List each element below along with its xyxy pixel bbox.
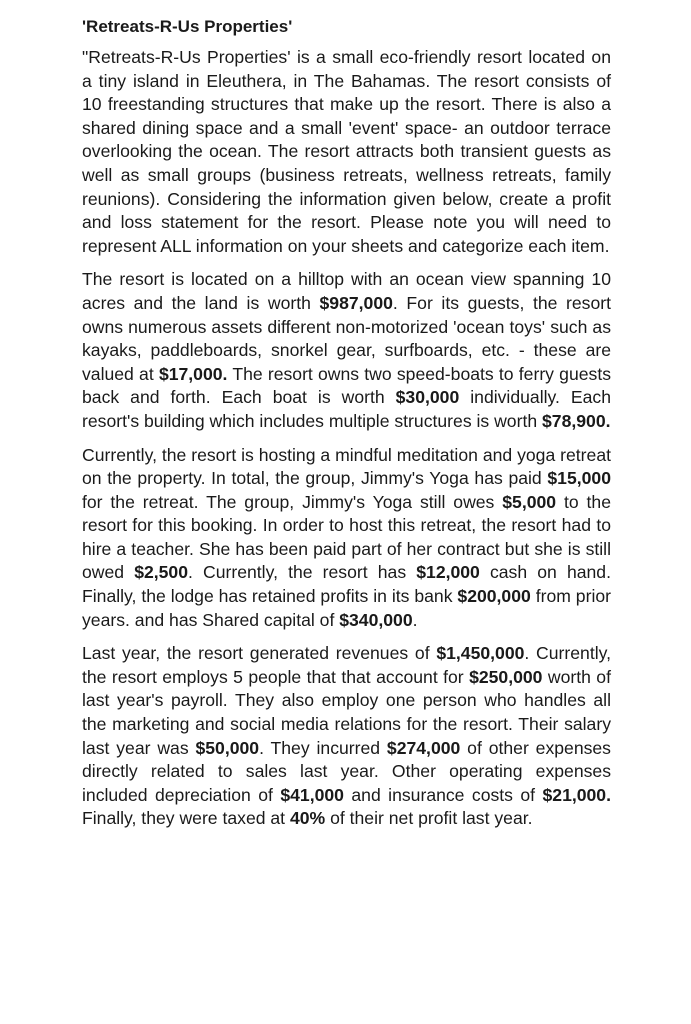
revenue-value: $1,450,000 — [436, 643, 525, 664]
insurance-value: $21,000. — [542, 784, 611, 805]
retreat-owed-value: $5,000 — [502, 491, 557, 512]
text-run: and insurance costs of — [343, 784, 543, 805]
marketing-salary-value: $50,000 — [195, 737, 260, 758]
text-run: The resort is located on a hilltop with an ocean view spanning 10 acres and the land is worth — [82, 269, 611, 313]
document-title: 'Retreats-R-Us Properties' — [82, 17, 293, 36]
text-run: . Currently, the resort has — [188, 562, 417, 583]
text-run: worth of last year's payroll. They also employ one person who handles all the marketing and social media relations for the resort. Their salary last year was — [82, 666, 611, 758]
retained-profits-value: $200,000 — [457, 586, 531, 607]
text-run: cash on hand. Finally, the lodge has retained profits in its bank — [82, 562, 611, 607]
boat-value: $30,000 — [395, 387, 460, 408]
text-run: for the retreat. The group, Jimmy's Yoga still owes — [82, 491, 503, 512]
text-run: of their net profit last year. — [325, 808, 533, 829]
paragraph-financials — [82, 642, 611, 831]
text-run: . For its guests, the resort owns numerous assets different non-motorized 'ocean toys' such as kayaks, paddleboards, snorkel gear, surfboards, etc. - these are valued at — [82, 292, 612, 384]
ocean-toys-value: $17,000. — [158, 363, 228, 384]
teacher-owed-value: $2,500 — [134, 562, 188, 583]
text-run: individually. Each resort's building which includes multiple structures is worth — [82, 387, 611, 431]
text-run: The resort owns two speed-boats to ferry guests back and forth. Each boat is worth — [82, 363, 612, 408]
paragraph-assets — [82, 268, 611, 433]
text-run: of other expenses directly related to sales last year. Other operating expenses included depreciation of — [82, 737, 611, 805]
building-value: $78,900. — [542, 410, 611, 431]
retreat-paid-value: $15,000 — [547, 468, 611, 489]
text-run: "Retreats-R-Us Properties' is a small eco-friendly resort located on a tiny island in Eleuthera, in The Bahamas. The resort consists of 10 freestanding structures that make up the resort. There is also a shared dining space and a small 'event' space- an outdoor terrace overlooking the ocean. The resort attracts both transient guests as well as small groups (business retreats, wellness retreats, family reunions). Considering the information given below, create a profit and loss statement for the resort. Please note you will need to represent ALL information on your sheets and categorize each item. — [82, 47, 611, 256]
cash-on-hand-value: $12,000 — [416, 562, 480, 583]
text-run: Currently, the resort is hosting a mindful meditation and yoga retreat on the property. In total, the group, Jimmy's Yoga has paid — [82, 444, 611, 489]
text-run: from prior years. and has Shared capital of — [82, 586, 611, 630]
text-run: Last year, the resort generated revenues of — [82, 643, 437, 664]
text-run: . They incurred — [259, 737, 387, 758]
text-run: . Currently, the resort employs 5 people that that account for — [82, 643, 611, 687]
text-run: . — [412, 609, 418, 630]
tax-rate-value: 40% — [289, 808, 326, 829]
sales-expenses-value: $274,000 — [386, 737, 461, 758]
text-run: Finally, they were taxed at — [82, 808, 290, 829]
depreciation-value: $41,000 — [280, 784, 344, 805]
land-value: $987,000 — [319, 292, 393, 313]
payroll-value: $250,000 — [469, 666, 543, 687]
paragraph-retreat — [82, 444, 611, 633]
paragraph-intro — [82, 46, 611, 258]
text-run: to the resort for this booking. In order to host this retreat, the resort had to hire a teacher. She has been paid part of her contract but she is still owed — [82, 491, 611, 583]
share-capital-value: $340,000 — [339, 609, 413, 630]
